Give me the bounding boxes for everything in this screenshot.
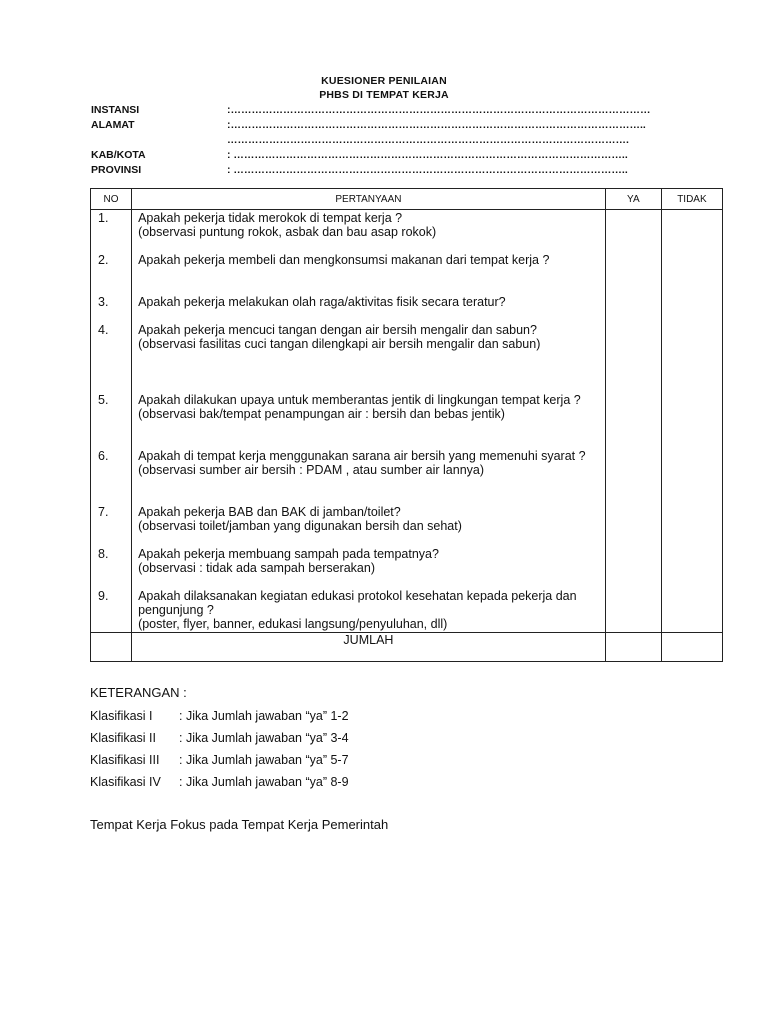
question-item — [138, 589, 598, 631]
provinsi-label: PROVINSI — [91, 164, 142, 176]
question-item — [138, 253, 598, 267]
klasifikasi-text: : Jika Jumlah jawaban “ya” 1-2 — [179, 709, 349, 723]
row-number: 9. — [98, 589, 109, 603]
row-number: 5. — [98, 393, 109, 407]
question-text: Apakah pekerja membuang sampah pada tempatnya? — [138, 547, 439, 561]
observation-note: (observasi bak/tempat penampungan air : bersih dan bebas jentik) — [138, 407, 505, 421]
alamat-field-line2[interactable]: ……………………………………………………………………………………………………. — [227, 134, 629, 146]
question-item — [138, 295, 598, 309]
header-ya: YA — [605, 189, 661, 210]
kabkota-label: KAB/KOTA — [91, 149, 146, 161]
question-item — [138, 323, 598, 351]
observation-note: (observasi sumber air bersih : PDAM , atau sumber air lannya) — [138, 463, 485, 477]
question-item — [138, 505, 598, 533]
question-text: Apakah pekerja BAB dan BAK di jamban/toilet? — [138, 505, 401, 519]
kabkota-field[interactable]: : ………………………………………………………………………………………………….. — [227, 149, 628, 161]
klasifikasi-text: : Jika Jumlah jawaban “ya” 5-7 — [179, 753, 349, 767]
total-ya-cell[interactable] — [605, 633, 661, 662]
klasifikasi-text: : Jika Jumlah jawaban “ya” 8-9 — [179, 775, 349, 789]
no-column — [91, 210, 132, 633]
header-no: NO — [91, 189, 132, 210]
observation-note: (observasi puntung rokok, asbak dan bau asap rokok) — [138, 225, 437, 239]
header-tidak: TIDAK — [661, 189, 722, 210]
document-subtitle: PHBS DI TEMPAT KERJA — [319, 89, 449, 101]
row-number: 4. — [98, 323, 109, 337]
question-item — [138, 547, 598, 575]
question-text: Apakah pekerja tidak merokok di tempat kerja ? — [138, 211, 403, 225]
observation-note: (observasi toilet/jamban yang digunakan bersih dan sehat) — [138, 519, 462, 533]
jumlah-label: JUMLAH — [132, 633, 606, 662]
row-number: 3. — [98, 295, 109, 309]
question-text: Apakah di tempat kerja menggunakan sarana air bersih yang memenuhi syarat ? — [138, 449, 586, 463]
observation-note: (poster, flyer, banner, edukasi langsung/penyuluhan, dll) — [138, 617, 448, 631]
questionnaire-table — [90, 188, 723, 662]
questions-body — [91, 210, 723, 633]
question-text: Apakah dilaksanakan kegiatan edukasi protokol kesehatan kepada pekerja dan pengunjung ? — [138, 589, 577, 617]
question-item — [138, 211, 598, 239]
alamat-field[interactable]: :……………………………………………………………………………………………………….. — [227, 119, 646, 131]
observation-note: (observasi fasilitas cuci tangan dilengkapi air bersih mengalir dan sabun) — [138, 337, 541, 351]
question-text: Apakah pekerja mencuci tangan dengan air bersih mengalir dan sabun? — [138, 323, 537, 337]
row-number: 6. — [98, 449, 109, 463]
question-text: Apakah pekerja melakukan olah raga/aktivitas fisik secara teratur? — [138, 295, 506, 309]
row-number: 8. — [98, 547, 109, 561]
row-number: 1. — [98, 211, 109, 225]
keterangan-title: KETERANGAN : — [90, 685, 187, 700]
total-row — [91, 633, 723, 662]
alamat-label: ALAMAT — [91, 119, 135, 131]
klasifikasi-label: Klasifikasi III — [90, 753, 160, 767]
klasifikasi-label: Klasifikasi II — [90, 731, 156, 745]
row-number: 2. — [98, 253, 109, 267]
klasifikasi-label: Klasifikasi I — [90, 709, 153, 723]
klasifikasi-text: : Jika Jumlah jawaban “ya” 3-4 — [179, 731, 349, 745]
instansi-field[interactable]: :………………………………………………………………………………………………………… — [227, 104, 651, 116]
total-no-cell — [91, 633, 132, 662]
question-text: Apakah pekerja membeli dan mengkonsumsi makanan dari tempat kerja ? — [138, 253, 550, 267]
document-title: KUESIONER PENILAIAN — [321, 75, 447, 87]
question-item — [138, 393, 598, 421]
footer-note: Tempat Kerja Fokus pada Tempat Kerja Pemerintah — [90, 817, 389, 832]
ya-answer-column[interactable] — [605, 210, 661, 633]
row-number: 7. — [98, 505, 109, 519]
table-header-row — [91, 189, 723, 210]
question-item — [138, 449, 598, 477]
observation-note: (observasi : tidak ada sampah berserakan) — [138, 561, 375, 575]
instansi-label: INSTANSI — [91, 104, 140, 116]
provinsi-field[interactable]: : ………………………………………………………………………………………………….. — [227, 164, 628, 176]
total-tidak-cell[interactable] — [661, 633, 722, 662]
question-text: Apakah dilakukan upaya untuk memberantas jentik di lingkungan tempat kerja ? — [138, 393, 581, 407]
tidak-answer-column[interactable] — [661, 210, 722, 633]
klasifikasi-label: Klasifikasi IV — [90, 775, 161, 789]
header-pertanyaan: PERTANYAAN — [132, 189, 606, 210]
question-column — [132, 210, 606, 633]
